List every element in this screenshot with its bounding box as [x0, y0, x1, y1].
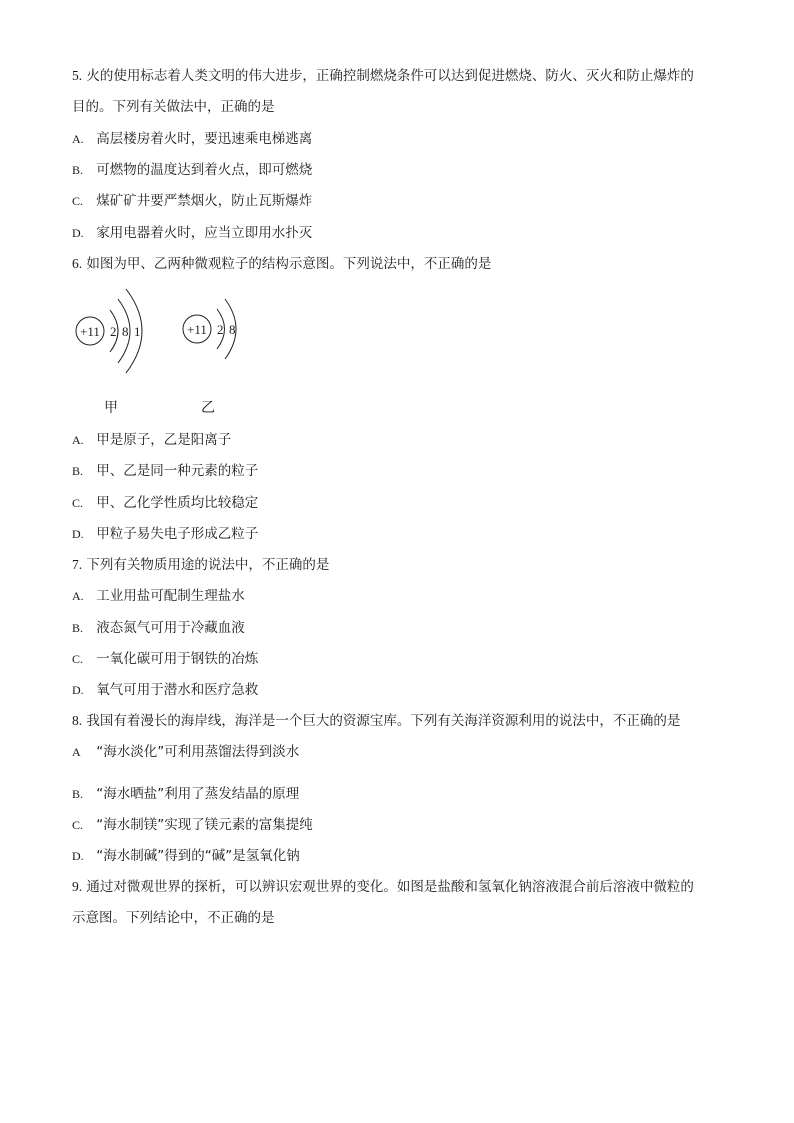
- q5-stem-line1: [72, 67, 694, 85]
- q6-option-d: [72, 525, 258, 543]
- q6-option-a: [72, 431, 231, 449]
- option-label: D.: [72, 527, 84, 541]
- option-label: A: [72, 745, 81, 759]
- option-text: 家用电器着火时，应当立即用水扑灭: [96, 225, 313, 241]
- q9-number: 9.: [72, 879, 83, 894]
- option-text: 甲、乙化学性质均比较稳定: [96, 495, 259, 511]
- jia-nucleus-charge: +11: [80, 324, 100, 339]
- option-label: C.: [72, 194, 84, 208]
- option-text: 甲粒子易失电子形成乙粒子: [96, 526, 259, 542]
- option-label: A.: [72, 132, 84, 146]
- q7-option-b: [72, 619, 245, 637]
- q5-number: 5.: [72, 68, 83, 83]
- q7-option-d: [72, 681, 258, 699]
- q8-option-b: [72, 785, 299, 803]
- option-label: D.: [72, 849, 84, 863]
- option-text: 煤矿矿井要严禁烟火，防止瓦斯爆炸: [96, 193, 313, 209]
- q7-stem-text1: 下列有关物质用途的说法中，不正确的是: [86, 557, 330, 573]
- jia-atom-diagram: [76, 289, 142, 373]
- q5-option-d: [72, 224, 312, 242]
- q8-option-d: [72, 847, 300, 865]
- q6-option-b: [72, 462, 258, 480]
- q5-stem-line2: 目的。下列有关做法中，正确的是: [72, 99, 275, 115]
- option-label: C.: [72, 496, 84, 510]
- q5-option-c: [72, 192, 312, 210]
- option-label: C.: [72, 818, 84, 832]
- yi-ion-diagram: [183, 299, 236, 359]
- yi-shell-electrons: 2 8: [217, 322, 236, 337]
- option-text: “海水淡化”可利用蒸馏法得到淡水: [96, 744, 300, 760]
- option-label: A.: [72, 589, 84, 603]
- q8-stem-text1: 我国有着漫长的海岸线，海洋是一个巨大的资源宝库。下列有关海洋资源利用的说法中，不正确的是: [86, 713, 681, 729]
- option-label: B.: [72, 787, 84, 801]
- option-label: B.: [72, 464, 84, 478]
- option-text: 液态氮气可用于冷藏血液: [96, 620, 245, 636]
- q9-stem-line2: 示意图。下列结论中，不正确的是: [72, 910, 275, 926]
- option-label: D.: [72, 683, 84, 697]
- option-text: “海水晒盐”利用了蒸发结晶的原理: [96, 786, 300, 802]
- option-text: 甲、乙是同一种元素的粒子: [96, 463, 259, 479]
- jia-shell-electrons: 2 8 1: [110, 324, 141, 339]
- option-text: 工业用盐可配制生理盐水: [96, 588, 245, 604]
- option-label: B.: [72, 163, 84, 177]
- q5-option-b: [72, 161, 312, 179]
- yi-nucleus-charge: +11: [187, 322, 207, 337]
- q5-stem-text1: 火的使用标志着人类文明的伟大进步，正确控制燃烧条件可以达到促进燃烧、防火、灭火和防止爆炸的: [86, 68, 694, 84]
- q6-stem-text1: 如图为甲、乙两种微观粒子的结构示意图。下列说法中，不正确的是: [86, 256, 492, 272]
- option-text: 可燃物的温度达到着火点，即可燃烧: [96, 162, 313, 178]
- yi-caption: 乙: [201, 400, 215, 416]
- option-label: A.: [72, 433, 84, 447]
- option-label: B.: [72, 621, 84, 635]
- option-text: 一氧化碳可用于钢铁的冶炼: [96, 651, 259, 667]
- q7-stem-line1: [72, 556, 329, 574]
- q6-option-c: [72, 494, 258, 512]
- option-text: 氧气可用于潜水和医疗急救: [96, 682, 259, 698]
- q9-stem-text1: 通过对微观世界的探析，可以辨识宏观世界的变化。如图是盐酸和氢氧化钠溶液混合前后溶液中微粒的: [86, 879, 694, 895]
- q8-option-a: [72, 743, 299, 761]
- option-label: D.: [72, 226, 84, 240]
- q8-option-c: [72, 816, 313, 834]
- option-text: 甲是原子，乙是阳离子: [96, 432, 232, 448]
- option-text: “海水制碱”得到的“碱”是氢氧化钠: [96, 848, 300, 864]
- atom-structure-diagram: [60, 282, 260, 382]
- q7-option-c: [72, 650, 258, 668]
- q5-option-a: [72, 130, 312, 148]
- option-text: “海水制镁”实现了镁元素的富集提纯: [96, 817, 313, 833]
- q6-stem-line1: [72, 255, 491, 273]
- q9-stem-line1: [72, 878, 694, 896]
- q7-number: 7.: [72, 557, 83, 572]
- option-label: C.: [72, 652, 84, 666]
- q8-number: 8.: [72, 713, 83, 728]
- q7-option-a: [72, 587, 245, 605]
- q8-stem-line1: [72, 712, 680, 730]
- option-text: 高层楼房着火时，要迅速乘电梯逃离: [96, 131, 313, 147]
- jia-caption: 甲: [104, 400, 118, 416]
- q6-number: 6.: [72, 256, 83, 271]
